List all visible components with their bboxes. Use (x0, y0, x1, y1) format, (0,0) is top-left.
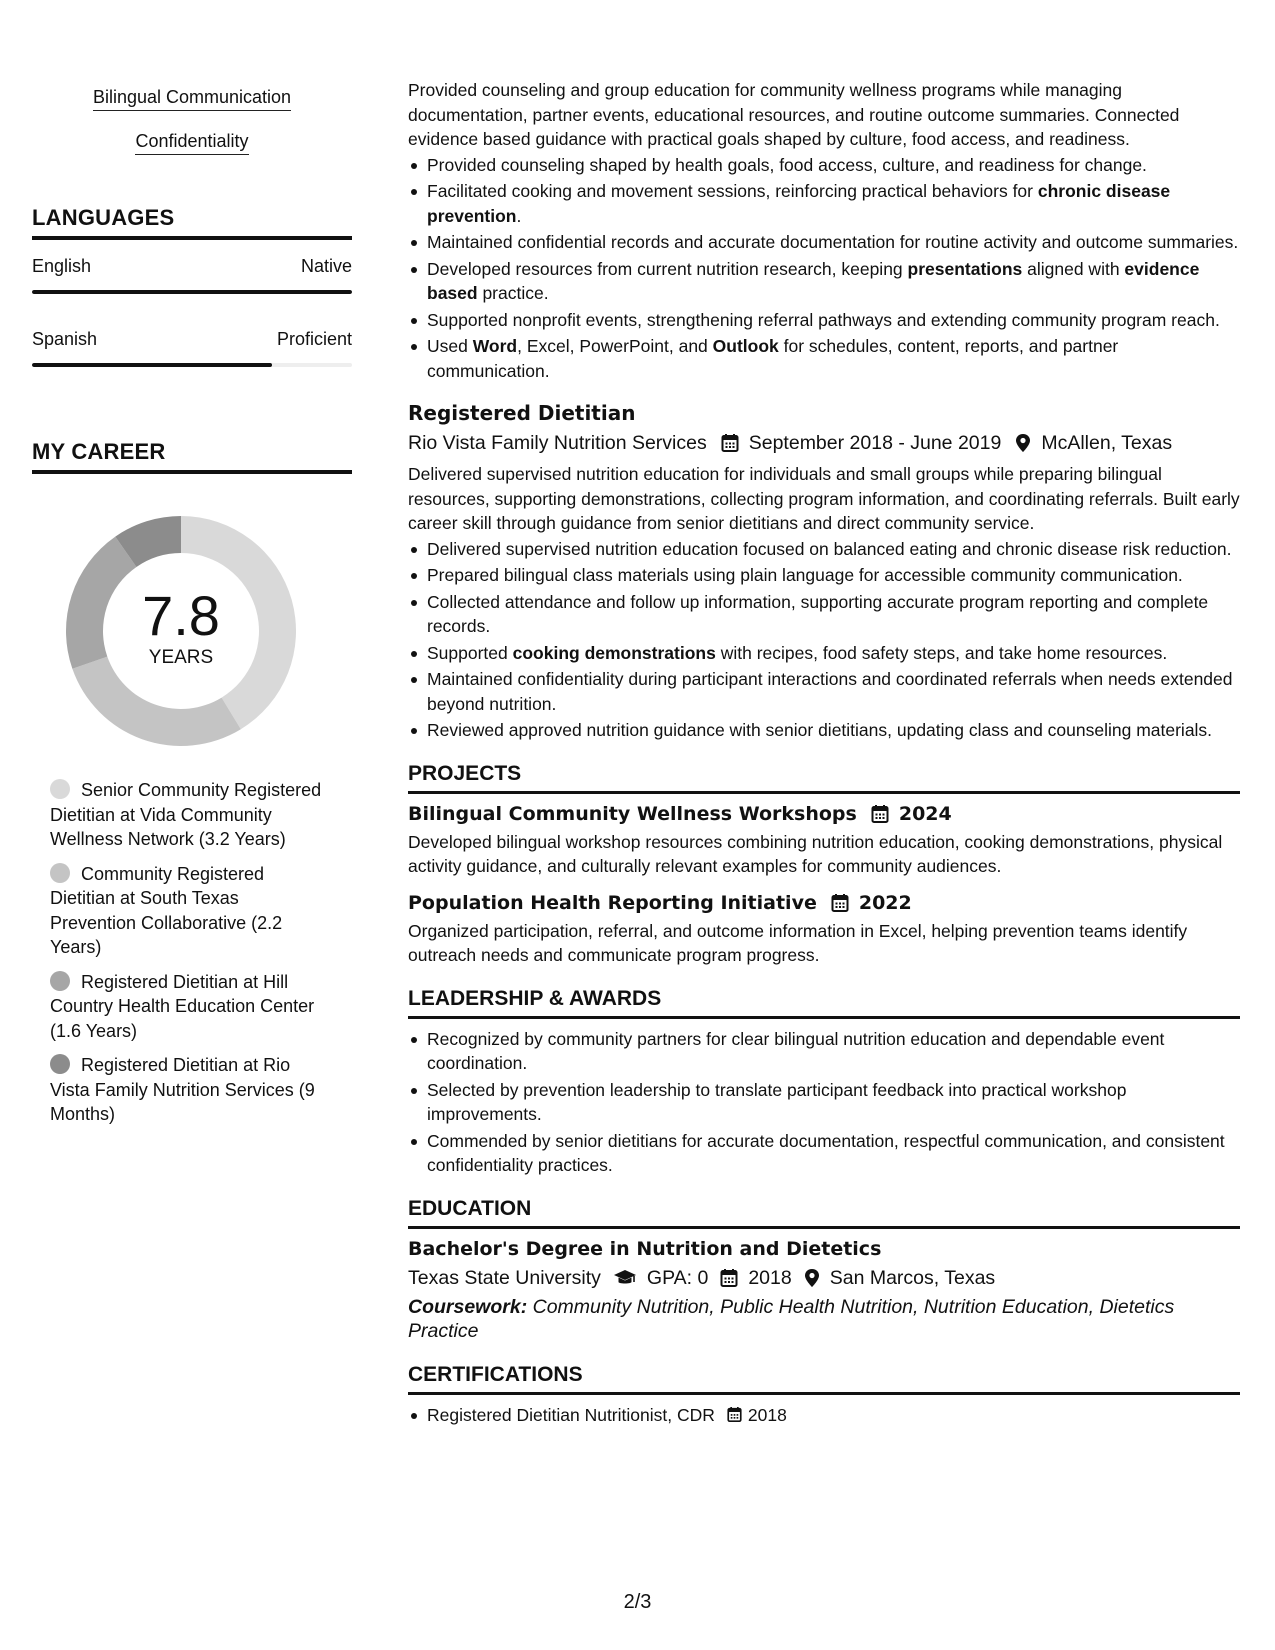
bullet-item (408, 334, 1240, 383)
text: . (516, 205, 522, 226)
bullet-item (408, 641, 1240, 666)
text: aligned with (1022, 258, 1125, 279)
language-row (32, 328, 352, 350)
project-description: Developed bilingual workshop resources combining nutrition education, cooking demonstrations, physical activity guidance, and culturally relevant examples for community audiences. (408, 831, 1223, 876)
education-meta (408, 1265, 1240, 1291)
section-title: LANGUAGES (32, 205, 352, 240)
career-total: 7.8 (142, 584, 220, 647)
job-summary: Delivered supervised nutrition education for individuals and small groups while preparing bilingual resources, supporting demonstrations, collecting program information, and coordinating referrals. Built early career skill through guidance from senior dietitians and direct community service. (408, 464, 1240, 533)
section-title: EDUCATION (408, 1196, 1240, 1229)
job-bullets (408, 153, 1240, 384)
certification-line (427, 1403, 1240, 1428)
donut-center (66, 516, 296, 746)
bold-text: Outlook (712, 336, 779, 356)
language-proficiency-bar (32, 290, 352, 294)
job-summary: Provided counseling and group education for community wellness programs while managing documentation, partner events, educational resources, and routine outcome summaries. Connected evidence based guidance with practical goals shaped by culture, food access, and readiness. (408, 80, 1180, 149)
text: , Excel, PowerPoint, and (517, 336, 713, 356)
job-dates: September 2018 - June 2019 (748, 432, 1002, 454)
language-proficiency-fill (32, 363, 272, 367)
text: Maintained confidential records and accurate documentation for routine activity and outcome summaries. (427, 232, 1239, 252)
job-location: McAllen, Texas (1041, 432, 1173, 454)
career-legend-item (50, 862, 322, 960)
career-entry: Registered Dietitian at Rio Vista Family Nutrition Services (9 Months) (50, 1055, 315, 1124)
calendar-icon (727, 1406, 742, 1423)
career-donut-chart (66, 516, 296, 746)
text: Delivered supervised nutrition education focused on balanced eating and chronic disease risk reduction. (427, 538, 1232, 559)
language-proficiency-fill (32, 290, 352, 294)
coursework-label: Coursework: (408, 1295, 528, 1318)
bullet-item (408, 257, 1240, 306)
career-entry: Senior Community Registered Dietitian at Vida Community Wellness Network (3.2 Years) (50, 780, 322, 849)
text: Collected attendance and follow up information, supporting accurate program reporting and complete records. (427, 591, 1209, 636)
bullet-item (408, 153, 1240, 178)
text: Used (427, 336, 473, 356)
project-header (408, 802, 1240, 827)
project-year: 2022 (858, 891, 912, 914)
job-title: Registered Dietitian (408, 401, 636, 425)
career-entry: Registered Dietitian at Hill Country Health Education Center (1.6 Years) (50, 971, 315, 1041)
certification-item (408, 1403, 1240, 1428)
leadership-bullets (408, 1027, 1240, 1178)
career-legend (32, 778, 322, 1127)
school-name: Texas State University (408, 1266, 601, 1289)
right-column (408, 78, 1240, 1429)
bold-text: chronic disease prevention (427, 181, 1171, 226)
language-item (32, 255, 352, 294)
calendar-icon (871, 804, 889, 824)
calendar-icon (720, 1268, 738, 1288)
legend-dot (50, 779, 70, 799)
bullet-item (408, 667, 1240, 716)
text: Developed resources from current nutrition research, keeping (427, 258, 908, 279)
project-name: Population Health Reporting Initiative (408, 891, 817, 914)
skill-tag: Confidentiality (32, 130, 352, 155)
page-indicator: 2/3 (623, 1591, 652, 1613)
project-name: Bilingual Community Wellness Workshops (408, 802, 857, 825)
text: Maintained confidentiality during participant interactions and coordinated referrals when needs extended beyond nutrition. (427, 669, 1233, 714)
bullet-item (408, 537, 1240, 562)
language-row (32, 255, 352, 277)
skill-tag: Bilingual Communication (32, 86, 352, 111)
project-item (408, 802, 1240, 879)
text: Supported nonprofit events, strengthening referral pathways and extending community program reach. (427, 309, 1220, 330)
career-legend-item (50, 970, 322, 1044)
bullet-item (408, 718, 1240, 743)
graduation-year: 2018 (748, 1266, 792, 1289)
graduation-cap-icon (613, 1269, 637, 1287)
bold-text: evidence based (427, 258, 1200, 303)
text: Supported (427, 642, 513, 663)
coursework (408, 1295, 1240, 1344)
legend-dot (50, 971, 70, 991)
text: with recipes, food safety steps, and take home resources. (715, 642, 1168, 663)
bullet-item (408, 308, 1240, 333)
map-pin-icon (804, 1268, 820, 1288)
bullet-item (408, 1078, 1240, 1127)
project-description: Organized participation, referral, and outcome information in Excel, helping prevention teams identify outreach needs and communicate program progress. (408, 920, 1188, 965)
certification-name: Registered Dietitian Nutritionist, CDR (427, 1404, 715, 1425)
coursework-list: Community Nutrition, Public Health Nutrition, Nutrition Education, Dietetics Practice (408, 1295, 1175, 1342)
text: practice. (477, 283, 549, 303)
text: Selected by prevention leadership to translate participant feedback into practical workshop improvements. (427, 1079, 1127, 1124)
job-bullets (408, 537, 1240, 743)
language-level: Native (300, 256, 352, 276)
school-location: San Marcos, Texas (829, 1266, 996, 1289)
bold-text: Word (472, 336, 518, 356)
legend-dot (50, 1054, 70, 1074)
section-title: LEADERSHIP & AWARDS (408, 986, 1240, 1019)
project-item (408, 891, 1240, 968)
text: Facilitated cooking and movement sessions, reinforcing practical behaviors for (427, 181, 1038, 201)
text: Commended by senior dietitians for accurate documentation, respectful communication, and consistent confidentiality practices. (427, 1130, 1225, 1175)
text: Recognized by community partners for clear bilingual nutrition education and dependable event coordination. (427, 1028, 1165, 1073)
languages-section (32, 205, 352, 367)
text: Provided counseling shaped by health goals, food access, culture, and readiness for change. (427, 154, 1147, 175)
calendar-icon (721, 433, 739, 453)
language-name: English (32, 256, 92, 276)
text: Prepared bilingual class materials using plain language for accessible community communication. (427, 565, 1183, 585)
legend-dot (50, 863, 70, 883)
section-title: CERTIFICATIONS (408, 1362, 1240, 1395)
language-item (32, 328, 352, 367)
gpa: GPA: 0 (646, 1266, 709, 1289)
language-proficiency-bar (32, 363, 352, 367)
languages-list (32, 255, 352, 367)
certification-year: 2018 (747, 1404, 787, 1425)
projects-list (408, 802, 1240, 968)
map-pin-icon (1015, 433, 1031, 453)
bullet-item (408, 1129, 1240, 1178)
language-name: Spanish (32, 329, 98, 349)
career-unit: YEARS (148, 647, 214, 668)
bullet-item (408, 179, 1240, 228)
bold-text: presentations (907, 258, 1023, 279)
project-header (408, 891, 1240, 916)
section-title: PROJECTS (408, 761, 1240, 794)
bullet-item (408, 1027, 1240, 1076)
project-year: 2024 (898, 802, 952, 825)
section-title: MY CAREER (32, 439, 352, 474)
career-entry: Community Registered Dietitian at South Texas Prevention Collaborative (2.2 Years) (50, 863, 283, 957)
career-legend-item (50, 778, 322, 852)
degree-title: Bachelor's Degree in Nutrition and Dietetics (408, 1237, 882, 1260)
certifications-list (408, 1403, 1240, 1428)
career-legend-item (50, 1053, 322, 1127)
career-section (32, 439, 352, 1127)
calendar-icon (831, 893, 849, 913)
left-column (32, 86, 352, 1137)
bullet-item (408, 590, 1240, 639)
text: Reviewed approved nutrition guidance with senior dietitians, updating class and counseling materials. (427, 720, 1213, 740)
text: for schedules, content, reports, and partner communication. (427, 336, 1119, 381)
language-level: Proficient (276, 329, 352, 349)
job-meta (408, 430, 1240, 456)
bold-text: cooking demonstrations (512, 642, 716, 663)
bullet-item (408, 563, 1240, 588)
bullet-item (408, 230, 1240, 255)
job-company: Rio Vista Family Nutrition Services (408, 432, 707, 454)
